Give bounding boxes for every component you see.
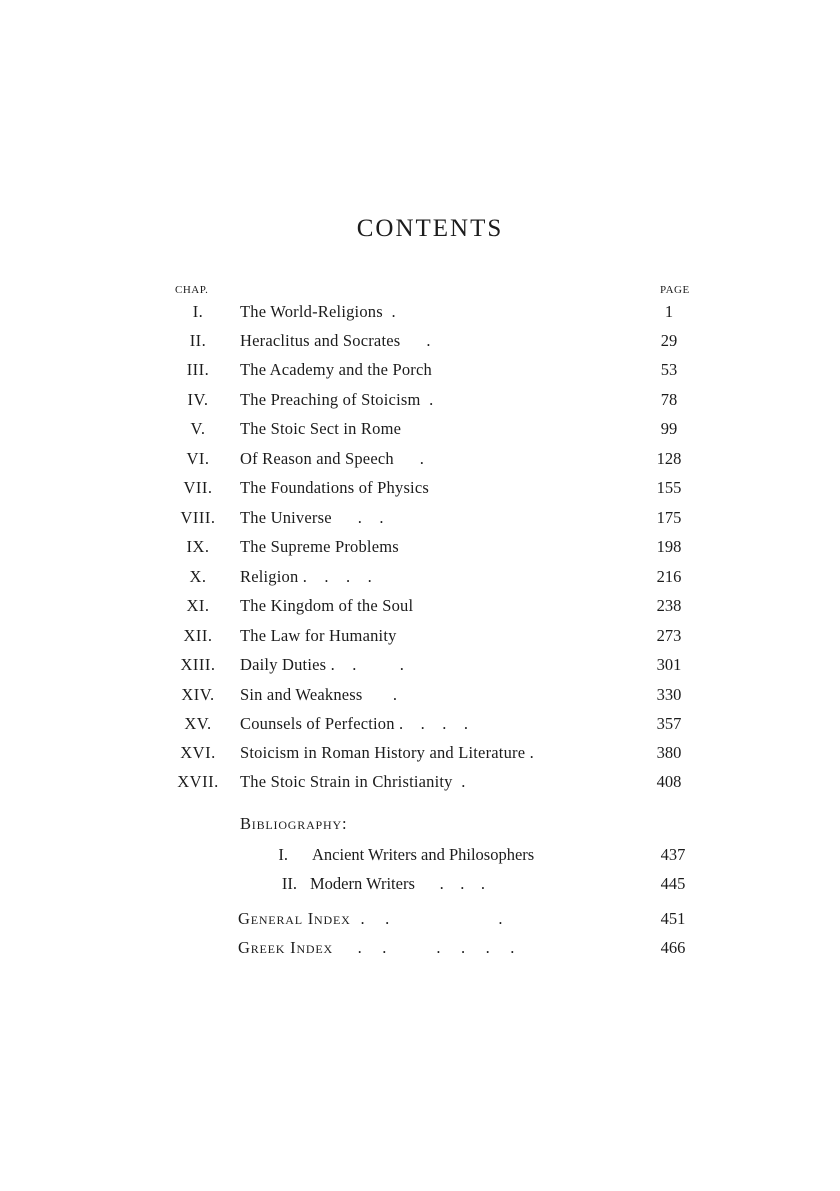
chapter-number: VIII.: [180, 508, 216, 527]
toc-row[interactable]: [0, 625, 840, 647]
chapter-title: The Stoic Strain in Christianity .: [240, 772, 466, 791]
chapter-number: XII.: [183, 626, 213, 645]
bibliography-label: Bibliography:: [240, 814, 348, 833]
chapter-number: IX.: [186, 537, 210, 556]
bibliography-item-number: II.: [281, 874, 297, 893]
toc-row[interactable]: [0, 536, 840, 558]
bibliography-item-title: Modern Writers . . .: [310, 874, 486, 893]
chapter-number: XIII.: [180, 655, 216, 674]
page-number: 451: [660, 909, 686, 928]
chap-column-header: CHAP.: [175, 284, 209, 296]
chapter-number: I.: [192, 302, 204, 321]
chapter-title: The Universe . .: [240, 508, 384, 527]
toc-row[interactable]: [0, 908, 840, 930]
page-number: 301: [656, 655, 682, 674]
bibliography-heading: [0, 813, 840, 835]
page-title: CONTENTS: [356, 215, 504, 242]
chapter-title: The Kingdom of the Soul: [240, 596, 414, 615]
page-number: 175: [656, 508, 682, 527]
toc-row[interactable]: [0, 566, 840, 588]
toc-row[interactable]: [0, 742, 840, 764]
chapter-title: The Stoic Sect in Rome: [240, 419, 402, 438]
page-number: 437: [660, 845, 686, 864]
page-number: 128: [656, 449, 682, 468]
chapter-title: Stoicism in Roman History and Literature .: [240, 743, 534, 762]
page-number: 78: [660, 390, 678, 409]
page-number: 155: [656, 478, 682, 497]
chapter-number: X.: [189, 567, 207, 586]
toc-row[interactable]: [0, 937, 840, 959]
chapter-title: The Law for Humanity: [240, 626, 397, 645]
page-number: 330: [656, 685, 682, 704]
bibliography-item-number: I.: [278, 845, 288, 864]
toc-row[interactable]: [0, 654, 840, 676]
toc-row[interactable]: [0, 389, 840, 411]
toc-row[interactable]: [0, 595, 840, 617]
page-number: 99: [660, 419, 678, 438]
toc-row[interactable]: [0, 448, 840, 470]
chapter-number: XVII.: [177, 772, 219, 791]
page-number: 380: [656, 743, 682, 762]
chapter-number: V.: [190, 419, 206, 438]
chapter-number: VI.: [186, 449, 210, 468]
chapter-title: The Academy and the Porch: [240, 360, 432, 379]
chapter-title: The Preaching of Stoicism .: [240, 390, 434, 409]
chapter-number: XIV.: [181, 685, 215, 704]
chapter-title: The Supreme Problems: [240, 537, 399, 556]
page-number: 216: [656, 567, 682, 586]
chapter-number: XV.: [184, 714, 212, 733]
chapter-number: IV.: [187, 390, 209, 409]
toc-row[interactable]: [0, 330, 840, 352]
chapter-number: VII.: [183, 478, 213, 497]
chapter-title: Counsels of Perfection . . . .: [240, 714, 469, 733]
chapter-number: XVI.: [180, 743, 216, 762]
index-title: Greek Index . . . . . .: [238, 938, 516, 957]
toc-row[interactable]: [0, 418, 840, 440]
chapter-title: Sin and Weakness .: [240, 685, 398, 704]
chapter-title: Daily Duties . . .: [240, 655, 405, 674]
toc-row[interactable]: [0, 507, 840, 529]
toc-row[interactable]: [0, 713, 840, 735]
page-number: 357: [656, 714, 682, 733]
page-number: 29: [660, 331, 678, 350]
toc-row[interactable]: [0, 477, 840, 499]
page-number: 238: [656, 596, 682, 615]
chapter-title: Of Reason and Speech .: [240, 449, 425, 468]
toc-row[interactable]: [0, 684, 840, 706]
toc-row[interactable]: [0, 844, 840, 866]
index-title: General Index . . .: [238, 909, 504, 928]
toc-row[interactable]: [0, 771, 840, 793]
chapter-title: Religion . . . .: [240, 567, 372, 586]
chapter-number: XI.: [186, 596, 210, 615]
chapter-title: The World-Religions .: [240, 302, 396, 321]
page-column-header: PAGE: [660, 284, 690, 296]
page-number: 445: [660, 874, 686, 893]
page-number: 1: [664, 302, 674, 321]
chapter-title: The Foundations of Physics: [240, 478, 429, 497]
page-number: 466: [660, 938, 686, 957]
toc-row[interactable]: [0, 873, 840, 895]
bibliography-item-title: Ancient Writers and Philosophers: [312, 845, 535, 864]
chapter-number: III.: [186, 360, 210, 379]
page-number: 273: [656, 626, 682, 645]
toc-row[interactable]: [0, 359, 840, 381]
page-number: 53: [660, 360, 678, 379]
chapter-number: II.: [189, 331, 207, 350]
page-number: 408: [656, 772, 682, 791]
toc-row[interactable]: [0, 301, 840, 323]
chapter-title: Heraclitus and Socrates .: [240, 331, 431, 350]
page-number: 198: [656, 537, 682, 556]
